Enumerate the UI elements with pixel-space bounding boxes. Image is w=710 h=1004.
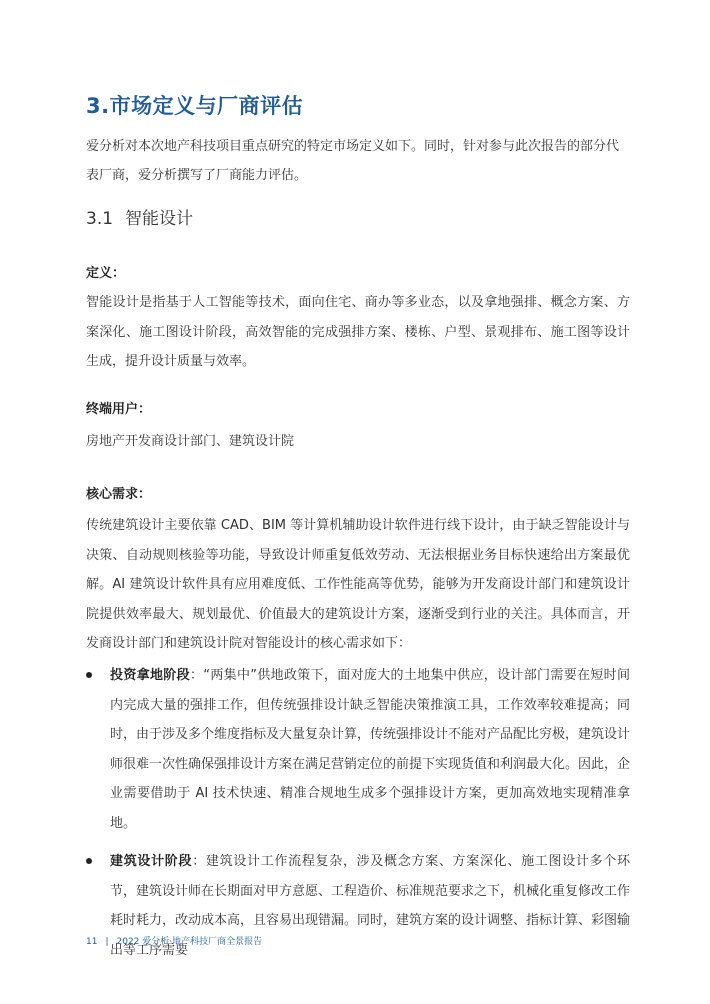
subsection-heading	[86, 204, 193, 229]
bullet-title: 投资拿地阶段	[110, 668, 190, 683]
list-item	[86, 847, 630, 965]
core-needs-text: 传统建筑设计主要依靠 CAD、BIM 等计算机辅助设计软件进行线下设计，由于缺乏智能设计与决策、自动规则核验等功能，导致设计师重复低效劳动、无法根据业务目标快速给出方案最优解。AI 建筑设计软件具有应用难度低、工作性能高等优势，能够为开发商设计部门和建筑设计院提供效率最大、规划最优、价值最大的建筑设计方案，逐渐受到行业的关注。具体而言，开发商设计部门和建筑设计院对智能设计的核心需求如下：	[86, 518, 630, 651]
end-users-text: 房地产开发商设计部门、建筑设计院	[86, 434, 295, 449]
core-needs-list	[86, 661, 630, 974]
page-footer	[86, 934, 262, 947]
bullet-title: 建筑设计阶段	[110, 854, 193, 869]
list-item	[86, 661, 630, 838]
definition-label: 定义：	[86, 266, 126, 281]
bullet-text: ：建筑设计工作流程复杂，涉及概念方案、方案深化、施工图设计多个环节，建筑设计师在长期面对甲方意愿、工程造价、标准规范要求之下，机械化重复修改工作耗时耗力，改动成本高，且容易出现错漏。同时，建筑方案的设计调整、指标计算、彩图输出等工序需要	[110, 854, 631, 958]
bullet-dot-icon	[86, 672, 92, 678]
subsection-number: 3.1	[86, 209, 114, 229]
section-intro: 爱分析对本次地产科技项目重点研究的特定市场定义如下。同时，针对参与此次报告的部分代表厂商，爱分析撰写了厂商能力评估。	[86, 139, 620, 183]
end-users-label: 终端用户：	[86, 402, 152, 417]
page-number: 11	[86, 937, 98, 947]
bullet-text: ：“两集中”供地政策下，面对庞大的土地集中供应，设计部门需要在短时间内完成大量的强排工作，但传统强排设计缺乏智能决策推演工具，工作效率较难提高；同时，由于涉及多个维度指标及大量复杂计算，传统强排设计不能对产品配比穷极，建筑设计师很难一次性确保强排设计方案在满足营销定位的前提下实现货值和利润最大化。因此，企业需要借助于 AI 技术快速、精准合规地生成多个强排设计方案，更加高效地实现精准拿地。	[110, 668, 631, 831]
section-title: 3.市场定义与厂商评估	[86, 94, 304, 118]
footer-separator: |	[105, 937, 109, 947]
subsection-title: 智能设计	[125, 209, 194, 229]
bullet-dot-icon	[86, 858, 92, 864]
core-needs-label: 核心需求：	[86, 487, 152, 502]
footer-title: 2022 爱分析·地产科技厂商全景报告	[116, 937, 263, 947]
definition-text: 智能设计是指基于人工智能等技术，面向住宅、商办等多业态，以及拿地强排、概念方案、方案深化、施工图设计阶段，高效智能的完成强排方案、楼栋、户型、景观排布、施工图等设计生成，提升设计质量与效率。	[86, 295, 630, 369]
